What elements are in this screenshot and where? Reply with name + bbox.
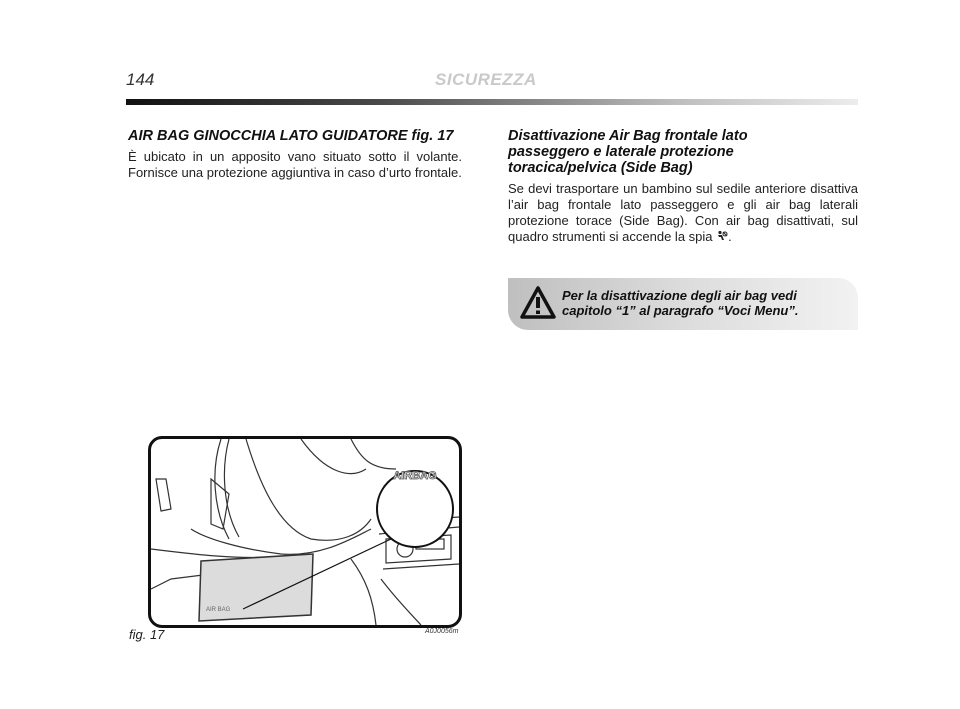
figure-17 (148, 436, 462, 628)
right-body (508, 181, 858, 245)
section-title: SICUREZZA (435, 70, 537, 89)
warning-text: Per la disattivazione degli air bag vedi capitolo “1” al paragrafo “Voci Menu”. (562, 288, 799, 318)
figure-small-label: AIR BAG (206, 607, 231, 613)
figure-big-label: AIRBAG (393, 470, 437, 482)
header-rule (126, 99, 858, 105)
right-heading: Disattivazione Air Bag frontale lato passeggero e laterale protezione toracica/pelvica (Side Bag) (508, 128, 748, 176)
warning-box (508, 278, 858, 330)
right-body-end: . (728, 229, 732, 244)
dashboard-illustration (151, 439, 459, 625)
figure-code: A0J0056m (425, 628, 459, 635)
warning-triangle-icon (520, 286, 556, 320)
page-number: 144 (126, 70, 155, 89)
left-heading: AIR BAG GINOCCHIA LATO GUIDATORE fig. 17 (128, 128, 454, 144)
right-body-text: Se devi trasportare un bambino sul sedile anteriore disattiva l’air bag frontale lato passeggero e gli air bag laterali protezione torace (Side Bag). Con air bag disattivati, sul quadro strumenti si accende la spia (508, 181, 858, 244)
airbag-off-warning-light-icon (716, 230, 728, 242)
figure-caption: fig. 17 (129, 627, 165, 642)
left-body: È ubicato in un apposito vano situato sotto il volante. Fornisce una protezione aggiuntiva in caso d’urto frontale. (128, 149, 462, 180)
